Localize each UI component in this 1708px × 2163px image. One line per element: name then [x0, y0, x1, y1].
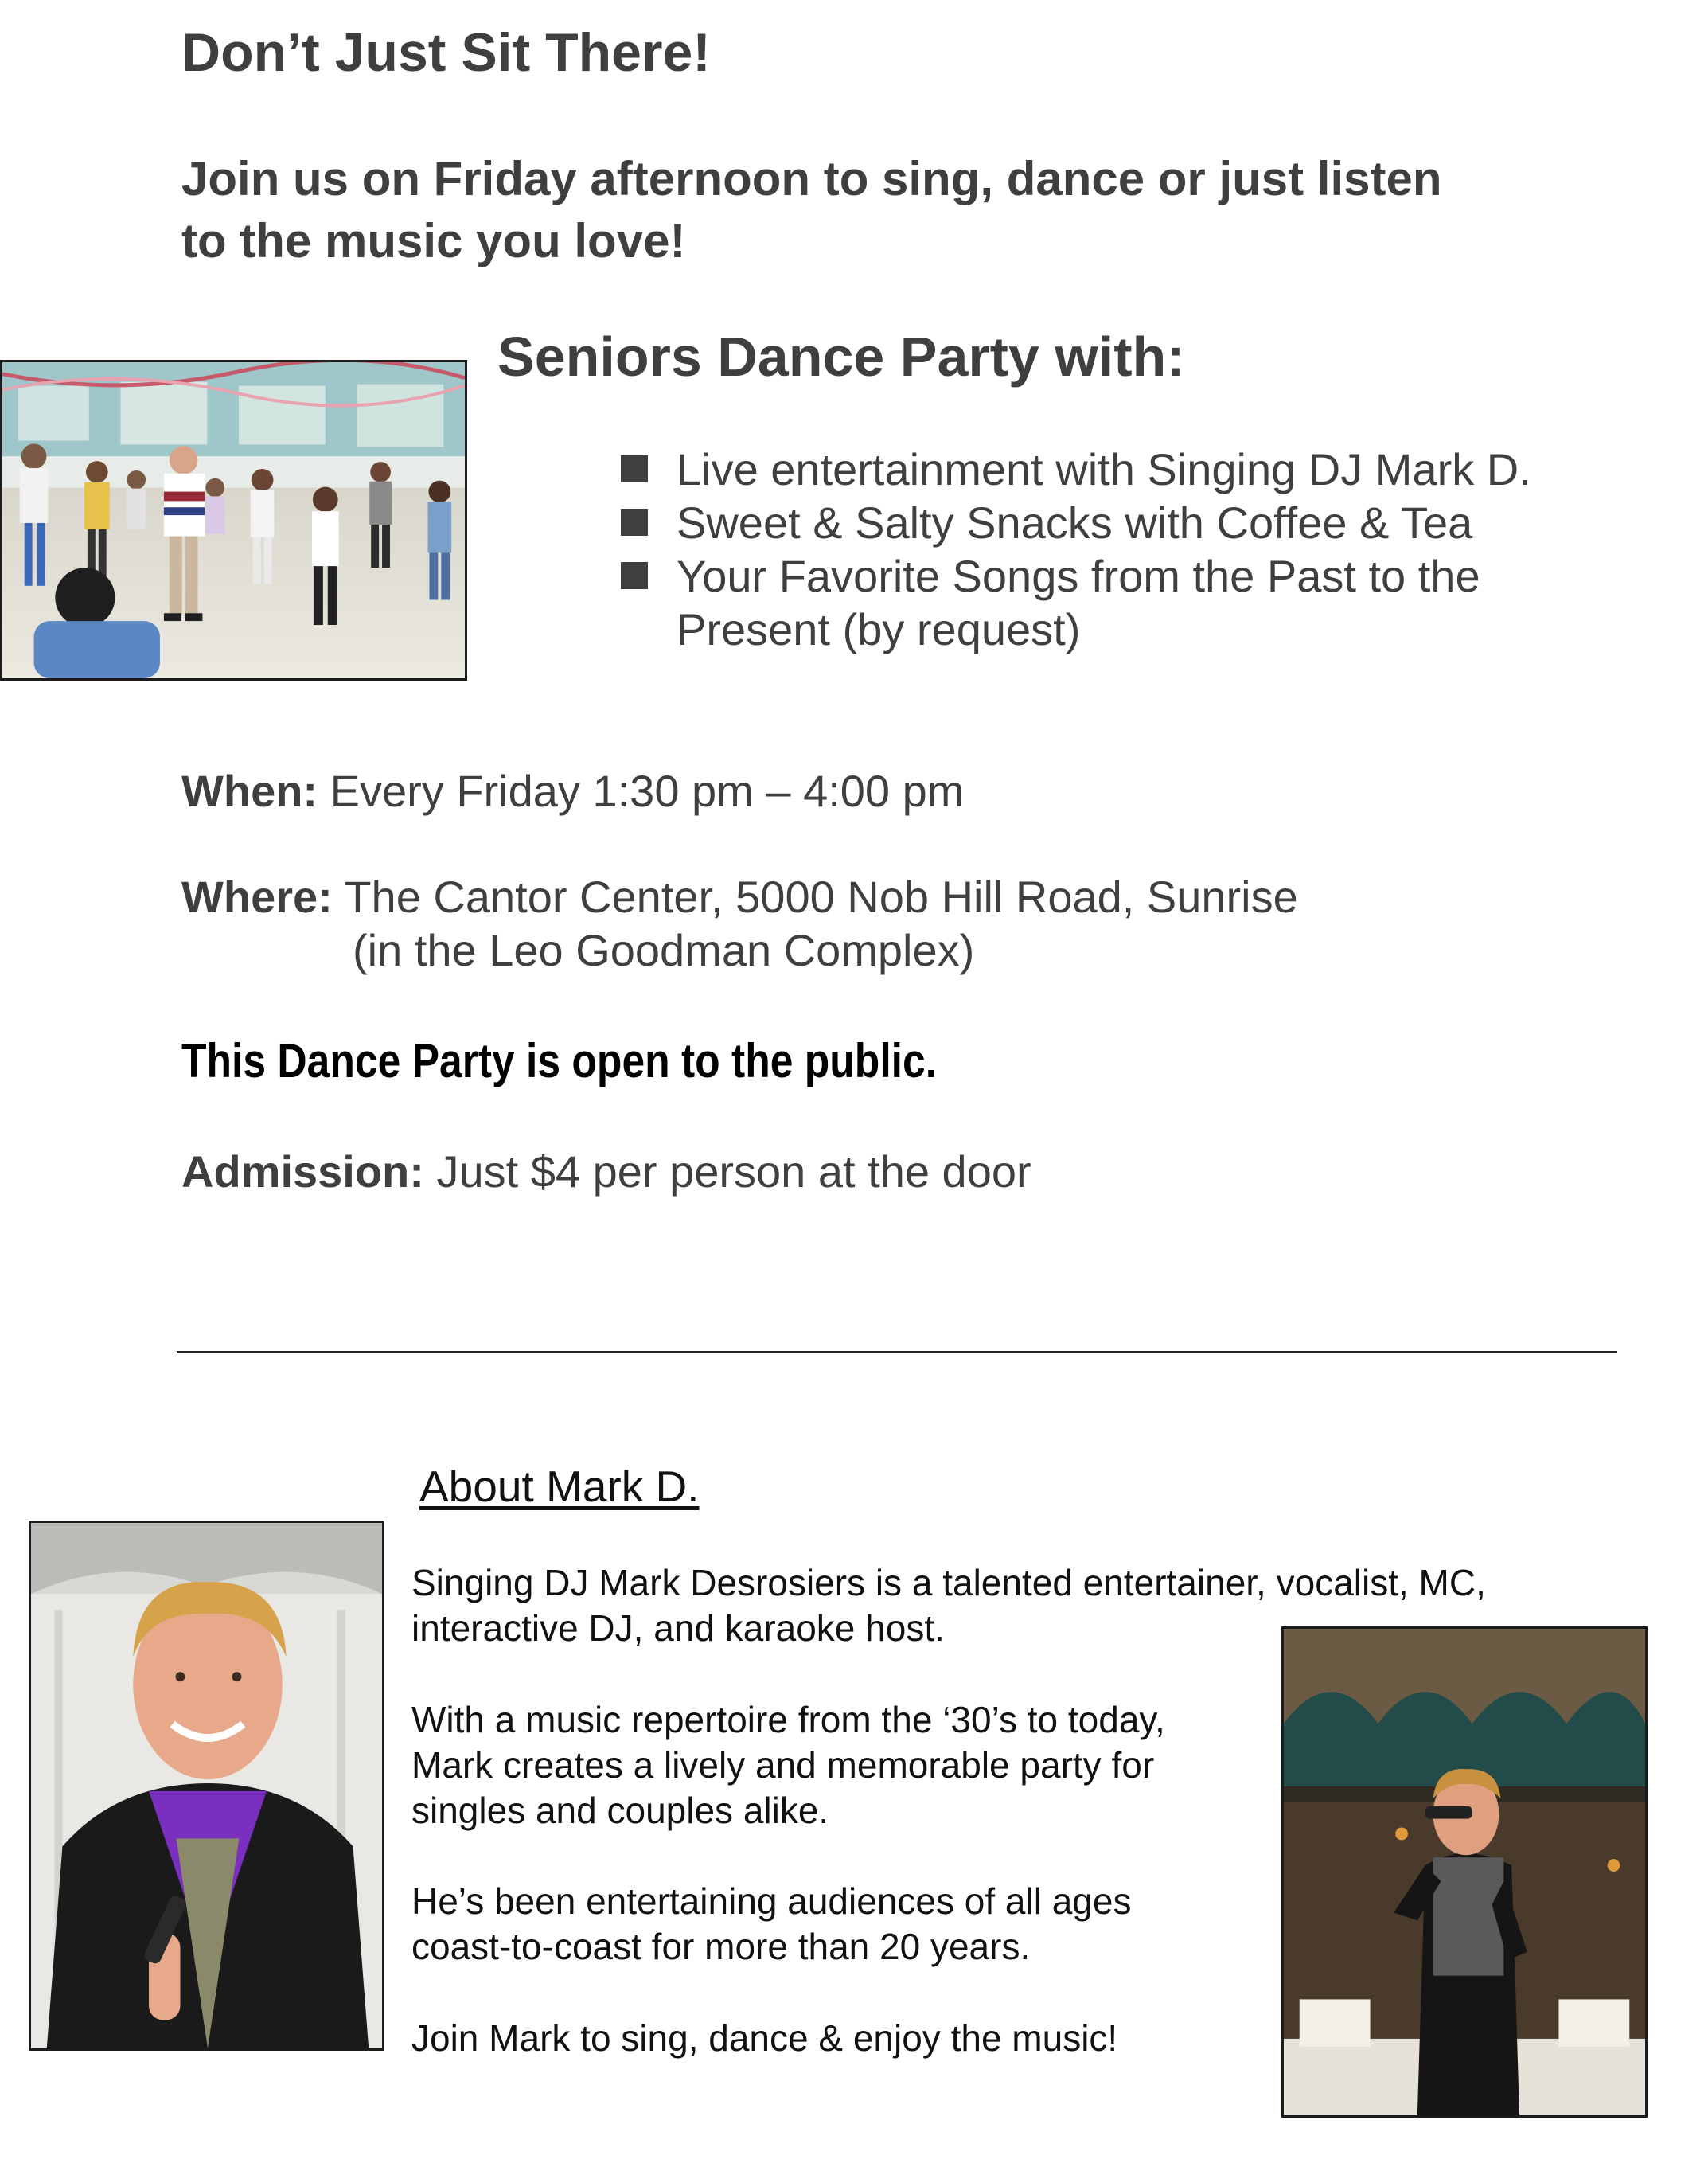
- headline: Don’t Just Sit There!: [181, 22, 711, 83]
- bio-line: interactive DJ, and karaoke host.: [411, 1607, 945, 1649]
- dancers-photo: [0, 360, 467, 681]
- bio-paragraph-2: [411, 1697, 1279, 1833]
- where-line: [181, 870, 1298, 923]
- feature-item: [621, 496, 1655, 549]
- bio-line: Join Mark to sing, dance & enjoy the music!: [411, 2017, 1118, 2059]
- mark-portrait-graphic: [31, 1523, 382, 2048]
- tagline-line-2: to the music you love!: [181, 214, 686, 267]
- bio-paragraph-3: [411, 1879, 1279, 1970]
- party-title: Seniors Dance Party with:: [497, 326, 1185, 388]
- admission-line: [181, 1145, 1031, 1198]
- feature-text: Live entertainment with Singing DJ Mark D.: [677, 444, 1531, 494]
- bio-line: With a music repertoire from the ‘30’s to today,: [411, 1699, 1165, 1740]
- square-bullet-icon: [621, 509, 648, 536]
- bio-line: Singing DJ Mark Desrosiers is a talented entertainer, vocalist, MC,: [411, 1562, 1486, 1603]
- feature-text: Your Favorite Songs from the Past to the: [677, 551, 1480, 601]
- feature-text: Present (by request): [677, 604, 1081, 654]
- tagline-line-1: Join us on Friday afternoon to sing, dance or just listen: [181, 152, 1442, 205]
- where-value-line-2: (in the Leo Goodman Complex): [353, 925, 975, 975]
- dancers-photo-graphic: [2, 362, 465, 678]
- mark-stage-photo: [1281, 1626, 1648, 2118]
- tagline: [181, 148, 1614, 272]
- admission-value: Just $4 per person at the door: [436, 1146, 1031, 1197]
- when-label: When:: [181, 766, 318, 816]
- square-bullet-icon: [621, 562, 648, 589]
- bio-line: He’s been entertaining audiences of all ages: [411, 1880, 1132, 1922]
- section-divider: [177, 1351, 1617, 1353]
- admission-label: Admission:: [181, 1146, 424, 1197]
- bio-paragraph-4: [411, 2016, 1279, 2061]
- where-value: The Cantor Center, 5000 Nob Hill Road, Sunrise: [344, 872, 1298, 922]
- square-bullet-icon: [621, 455, 648, 482]
- bio-line: coast-to-coast for more than 20 years.: [411, 1926, 1031, 1967]
- where-label: Where:: [181, 872, 333, 922]
- feature-text: Sweet & Salty Snacks with Coffee & Tea: [677, 498, 1473, 548]
- when-value: Every Friday 1:30 pm – 4:00 pm: [330, 766, 965, 816]
- feature-item-continued: [621, 603, 1655, 656]
- public-notice: This Dance Party is open to the public.: [181, 1034, 938, 1087]
- mark-portrait-photo: [29, 1521, 384, 2051]
- bio-line: Mark creates a lively and memorable party for: [411, 1744, 1155, 1786]
- mark-stage-graphic: [1284, 1629, 1645, 2115]
- feature-item: [621, 549, 1655, 603]
- when-line: [181, 764, 964, 818]
- feature-list: [621, 443, 1655, 656]
- feature-item: [621, 443, 1655, 496]
- about-title: About Mark D.: [419, 1462, 700, 1511]
- bio-line: singles and couples alike.: [411, 1790, 829, 1831]
